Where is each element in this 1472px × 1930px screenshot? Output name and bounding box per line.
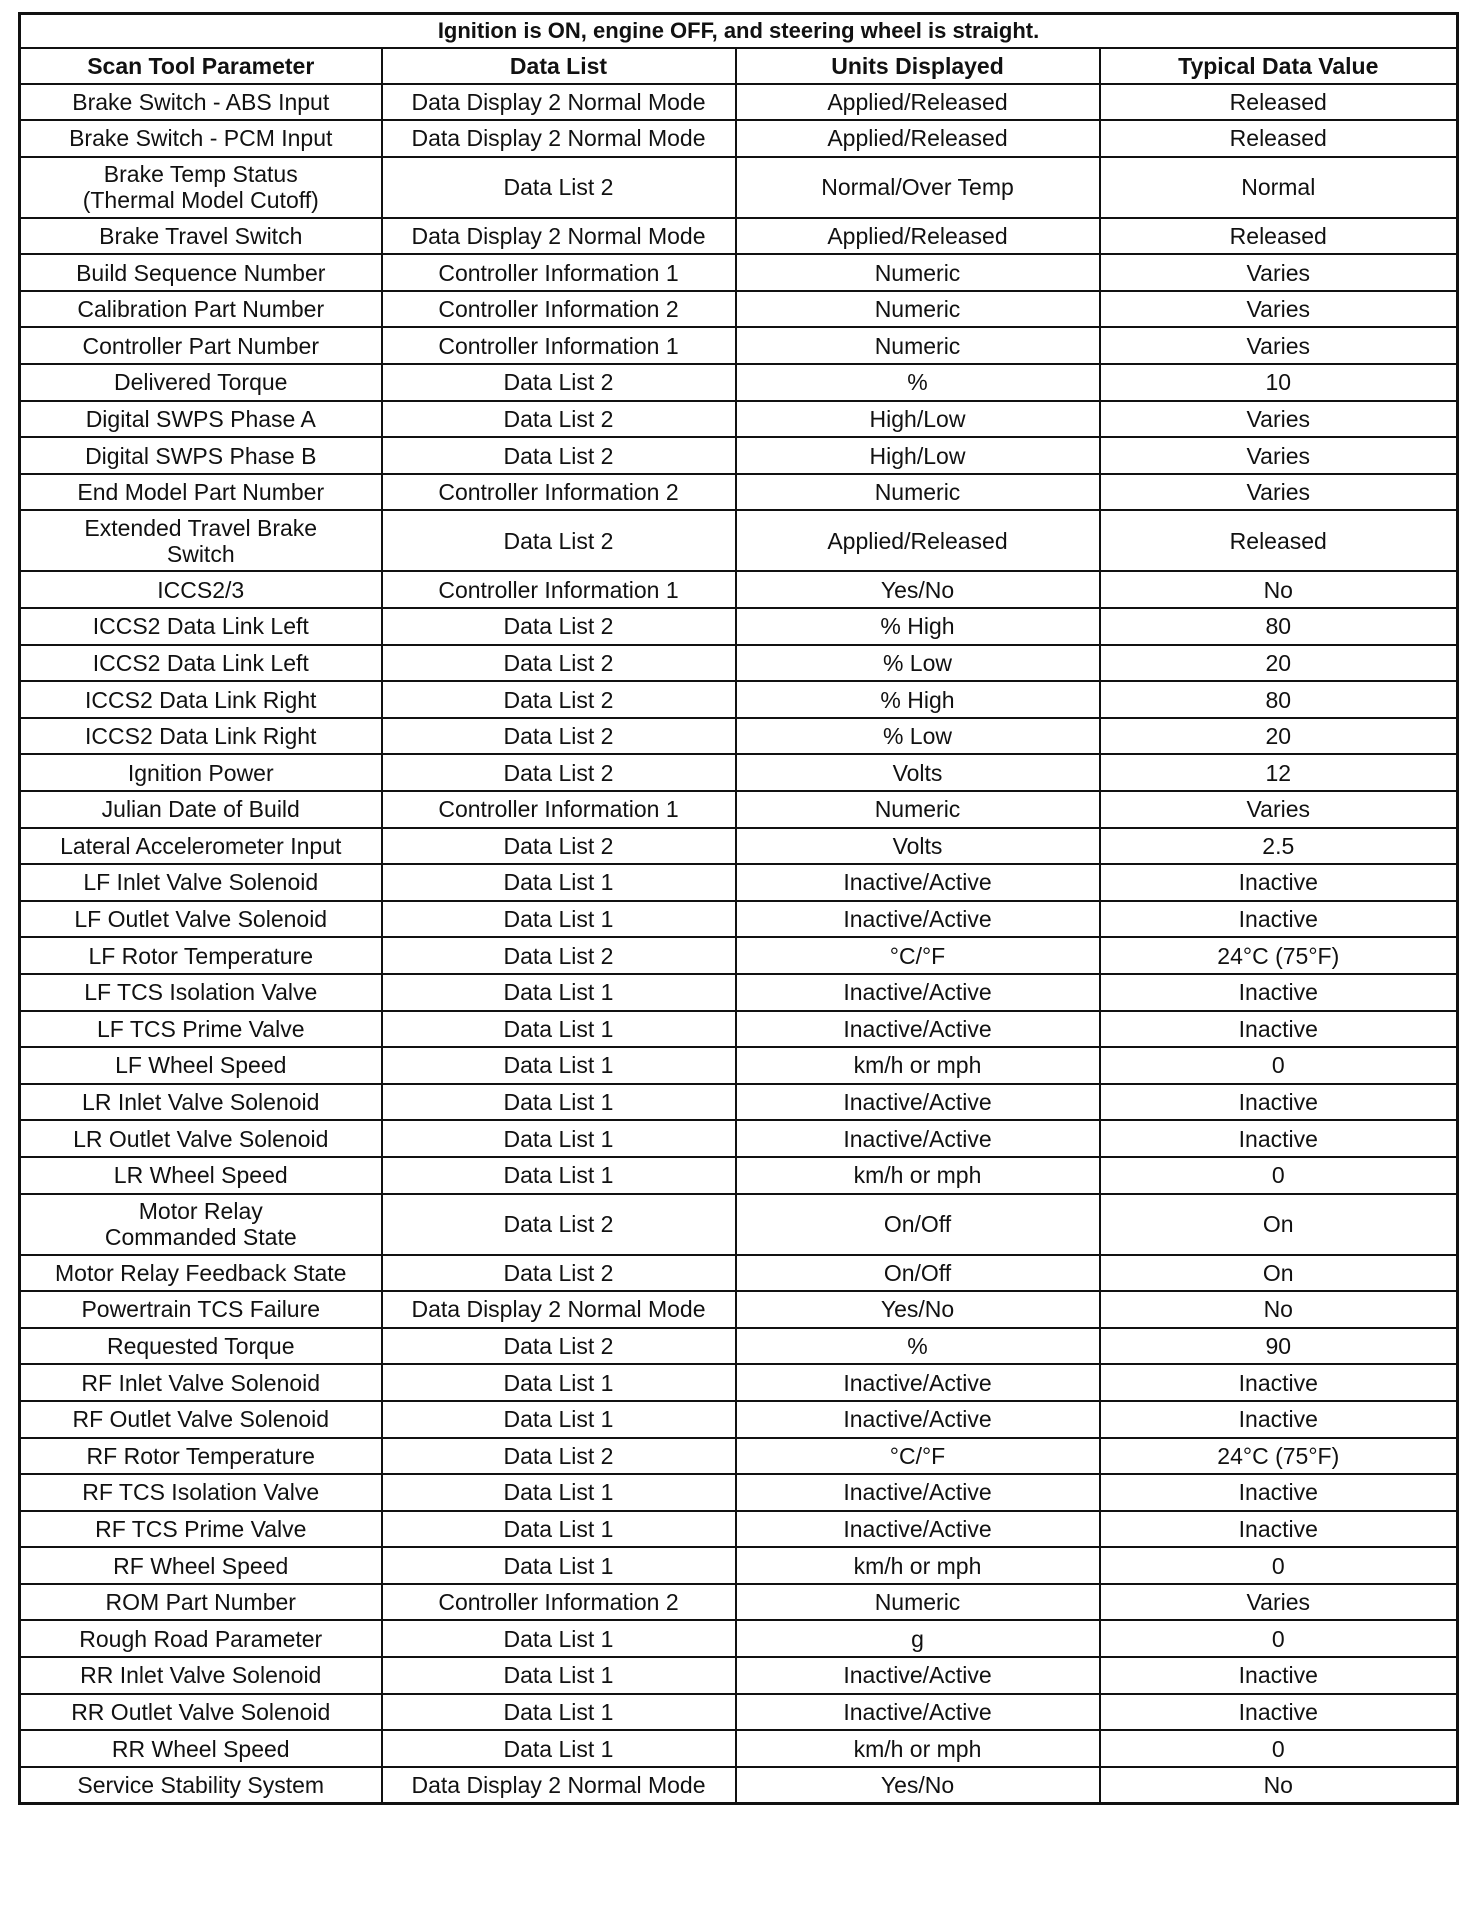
table-row: [20, 327, 1458, 364]
table-row: [20, 864, 1458, 901]
parameter-cell: Motor Relay Feedback State: [20, 1255, 382, 1292]
typical-value-cell: 0: [1100, 1730, 1458, 1767]
data-list-cell: Data List 1: [382, 1730, 736, 1767]
table-row: [20, 974, 1458, 1011]
typical-value-cell: 24°C (75°F): [1100, 937, 1458, 974]
table-row: [20, 437, 1458, 474]
data-list-cell: Data List 1: [382, 1364, 736, 1401]
table-row: [20, 1364, 1458, 1401]
data-list-cell: Data List 2: [382, 645, 736, 682]
typical-value-cell: 20: [1100, 645, 1458, 682]
units-cell: % Low: [736, 645, 1100, 682]
table-row: [20, 791, 1458, 828]
data-list-cell: Data List 2: [382, 1438, 736, 1475]
units-cell: Applied/Released: [736, 218, 1100, 255]
units-cell: Inactive/Active: [736, 974, 1100, 1011]
table-row: [20, 1584, 1458, 1621]
table-row: [20, 1120, 1458, 1157]
typical-value-cell: No: [1100, 571, 1458, 608]
units-cell: °C/°F: [736, 937, 1100, 974]
parameter-cell: ICCS2/3: [20, 571, 382, 608]
table-row: [20, 364, 1458, 401]
typical-value-cell: Released: [1100, 84, 1458, 121]
typical-value-cell: Varies: [1100, 291, 1458, 328]
table-row: [20, 254, 1458, 291]
table-row: [20, 1291, 1458, 1328]
units-cell: % High: [736, 608, 1100, 645]
table-row: [20, 828, 1458, 865]
table-row: [20, 1157, 1458, 1194]
data-list-cell: Data List 1: [382, 1547, 736, 1584]
parameter-cell: Julian Date of Build: [20, 791, 382, 828]
units-cell: Inactive/Active: [736, 1474, 1100, 1511]
data-list-cell: Data List 1: [382, 1474, 736, 1511]
table-row: [20, 608, 1458, 645]
parameter-cell: Digital SWPS Phase A: [20, 401, 382, 438]
typical-value-cell: Released: [1100, 120, 1458, 157]
parameter-cell: Lateral Accelerometer Input: [20, 828, 382, 865]
typical-value-cell: No: [1100, 1767, 1458, 1804]
typical-value-cell: Varies: [1100, 327, 1458, 364]
parameter-cell: RR Inlet Valve Solenoid: [20, 1657, 382, 1694]
data-list-cell: Data Display 2 Normal Mode: [382, 1291, 736, 1328]
table-row: [20, 1657, 1458, 1694]
typical-value-cell: Varies: [1100, 401, 1458, 438]
parameter-cell: LF Outlet Valve Solenoid: [20, 901, 382, 938]
parameter-cell: ICCS2 Data Link Left: [20, 608, 382, 645]
typical-value-cell: Normal: [1100, 157, 1458, 218]
units-cell: Inactive/Active: [736, 1364, 1100, 1401]
typical-value-cell: Inactive: [1100, 1474, 1458, 1511]
table-row: [20, 218, 1458, 255]
table-row: [20, 1767, 1458, 1804]
data-list-cell: Controller Information 2: [382, 1584, 736, 1621]
typical-value-cell: 0: [1100, 1547, 1458, 1584]
units-cell: Numeric: [736, 791, 1100, 828]
data-list-cell: Data List 2: [382, 937, 736, 974]
table-row: [20, 1401, 1458, 1438]
parameter-cell: Rough Road Parameter: [20, 1620, 382, 1657]
parameter-cell: LF Inlet Valve Solenoid: [20, 864, 382, 901]
data-list-cell: Data List 2: [382, 754, 736, 791]
data-list-cell: Data List 1: [382, 1084, 736, 1121]
parameter-cell: RR Wheel Speed: [20, 1730, 382, 1767]
data-list-cell: Data Display 2 Normal Mode: [382, 120, 736, 157]
header-scan-tool-parameter: Scan Tool Parameter: [20, 48, 382, 84]
data-list-cell: Data List 1: [382, 864, 736, 901]
units-cell: Applied/Released: [736, 510, 1100, 571]
parameter-cell: LR Outlet Valve Solenoid: [20, 1120, 382, 1157]
data-list-cell: Data List 2: [382, 718, 736, 755]
header-data-list: Data List: [382, 48, 736, 84]
parameter-cell: ICCS2 Data Link Right: [20, 681, 382, 718]
units-cell: Inactive/Active: [736, 1401, 1100, 1438]
units-cell: On/Off: [736, 1255, 1100, 1292]
typical-value-cell: Released: [1100, 510, 1458, 571]
units-cell: Volts: [736, 754, 1100, 791]
units-cell: Yes/No: [736, 1767, 1100, 1804]
typical-value-cell: 10: [1100, 364, 1458, 401]
table-row: [20, 1011, 1458, 1048]
table-body: [20, 84, 1458, 1804]
units-cell: Inactive/Active: [736, 1011, 1100, 1048]
parameter-cell: Requested Torque: [20, 1328, 382, 1365]
data-list-cell: Data List 1: [382, 1401, 736, 1438]
parameter-cell: Brake Switch - ABS Input: [20, 84, 382, 121]
data-list-cell: Data List 1: [382, 1694, 736, 1731]
table-row: [20, 1730, 1458, 1767]
typical-value-cell: On: [1100, 1255, 1458, 1292]
units-cell: km/h or mph: [736, 1047, 1100, 1084]
parameter-cell: ROM Part Number: [20, 1584, 382, 1621]
data-list-cell: Data List 2: [382, 364, 736, 401]
data-list-cell: Data List 1: [382, 1157, 736, 1194]
data-list-cell: Data Display 2 Normal Mode: [382, 218, 736, 255]
units-cell: % Low: [736, 718, 1100, 755]
data-list-cell: Data List 2: [382, 401, 736, 438]
data-list-cell: Data List 2: [382, 1255, 736, 1292]
units-cell: Inactive/Active: [736, 1120, 1100, 1157]
units-cell: On/Off: [736, 1194, 1100, 1255]
data-list-cell: Controller Information 2: [382, 291, 736, 328]
typical-value-cell: 80: [1100, 681, 1458, 718]
parameter-cell: LF Wheel Speed: [20, 1047, 382, 1084]
typical-value-cell: Inactive: [1100, 901, 1458, 938]
typical-value-cell: Released: [1100, 218, 1458, 255]
caption-row: [20, 14, 1458, 48]
parameter-cell: LF TCS Prime Valve: [20, 1011, 382, 1048]
parameter-cell: Service Stability System: [20, 1767, 382, 1804]
typical-value-cell: Inactive: [1100, 974, 1458, 1011]
units-cell: km/h or mph: [736, 1730, 1100, 1767]
parameter-cell: Brake Temp Status (Thermal Model Cutoff): [20, 157, 382, 218]
typical-value-cell: 24°C (75°F): [1100, 1438, 1458, 1475]
units-cell: Inactive/Active: [736, 864, 1100, 901]
typical-value-cell: Inactive: [1100, 1694, 1458, 1731]
typical-value-cell: Inactive: [1100, 1084, 1458, 1121]
table-row: [20, 718, 1458, 755]
typical-value-cell: 80: [1100, 608, 1458, 645]
header-units-displayed: Units Displayed: [736, 48, 1100, 84]
data-list-cell: Data List 1: [382, 974, 736, 1011]
units-cell: Numeric: [736, 254, 1100, 291]
typical-value-cell: 20: [1100, 718, 1458, 755]
parameter-cell: ICCS2 Data Link Left: [20, 645, 382, 682]
table-row: [20, 84, 1458, 121]
parameter-cell: LF TCS Isolation Valve: [20, 974, 382, 1011]
data-list-cell: Controller Information 1: [382, 327, 736, 364]
table-row: [20, 1511, 1458, 1548]
table-row: [20, 401, 1458, 438]
typical-value-cell: 2.5: [1100, 828, 1458, 865]
parameter-cell: RF Outlet Valve Solenoid: [20, 1401, 382, 1438]
data-list-cell: Data Display 2 Normal Mode: [382, 1767, 736, 1804]
typical-value-cell: Varies: [1100, 791, 1458, 828]
typical-value-cell: 0: [1100, 1157, 1458, 1194]
typical-value-cell: 12: [1100, 754, 1458, 791]
table-row: [20, 1084, 1458, 1121]
data-list-cell: Data List 2: [382, 157, 736, 218]
typical-value-cell: Inactive: [1100, 1011, 1458, 1048]
data-list-cell: Controller Information 2: [382, 474, 736, 511]
parameter-cell: Ignition Power: [20, 754, 382, 791]
table-row: [20, 1047, 1458, 1084]
table-row: [20, 1438, 1458, 1475]
data-list-cell: Data List 1: [382, 901, 736, 938]
data-list-cell: Data List 1: [382, 1120, 736, 1157]
units-cell: High/Low: [736, 437, 1100, 474]
units-cell: Inactive/Active: [736, 1657, 1100, 1694]
units-cell: Yes/No: [736, 1291, 1100, 1328]
typical-value-cell: Varies: [1100, 437, 1458, 474]
parameter-cell: Brake Switch - PCM Input: [20, 120, 382, 157]
scan-tool-data-table: [18, 12, 1459, 1805]
units-cell: Numeric: [736, 1584, 1100, 1621]
typical-value-cell: Varies: [1100, 474, 1458, 511]
typical-value-cell: Varies: [1100, 1584, 1458, 1621]
typical-value-cell: 0: [1100, 1047, 1458, 1084]
units-cell: Applied/Released: [736, 84, 1100, 121]
units-cell: km/h or mph: [736, 1157, 1100, 1194]
units-cell: % High: [736, 681, 1100, 718]
table-row: [20, 510, 1458, 571]
data-list-cell: Data List 2: [382, 1328, 736, 1365]
data-list-cell: Data List 1: [382, 1011, 736, 1048]
typical-value-cell: Inactive: [1100, 1401, 1458, 1438]
parameter-cell: RR Outlet Valve Solenoid: [20, 1694, 382, 1731]
data-list-cell: Controller Information 1: [382, 571, 736, 608]
table-row: [20, 474, 1458, 511]
data-list-cell: Data List 1: [382, 1047, 736, 1084]
table-row: [20, 901, 1458, 938]
table-row: [20, 120, 1458, 157]
parameter-cell: ICCS2 Data Link Right: [20, 718, 382, 755]
table-row: [20, 291, 1458, 328]
table-row: [20, 1194, 1458, 1255]
typical-value-cell: Inactive: [1100, 1657, 1458, 1694]
units-cell: %: [736, 364, 1100, 401]
data-list-cell: Data List 2: [382, 608, 736, 645]
data-list-cell: Controller Information 1: [382, 791, 736, 828]
parameter-cell: RF Wheel Speed: [20, 1547, 382, 1584]
units-cell: Numeric: [736, 474, 1100, 511]
scan-tool-data-sheet: [18, 12, 1456, 1805]
parameter-cell: LR Wheel Speed: [20, 1157, 382, 1194]
parameter-cell: End Model Part Number: [20, 474, 382, 511]
table-row: [20, 1255, 1458, 1292]
data-list-cell: Controller Information 1: [382, 254, 736, 291]
units-cell: Yes/No: [736, 571, 1100, 608]
units-cell: Inactive/Active: [736, 901, 1100, 938]
data-list-cell: Data List 1: [382, 1511, 736, 1548]
table-row: [20, 645, 1458, 682]
units-cell: km/h or mph: [736, 1547, 1100, 1584]
table-row: [20, 1328, 1458, 1365]
parameter-cell: LF Rotor Temperature: [20, 937, 382, 974]
units-cell: g: [736, 1620, 1100, 1657]
table-row: [20, 1474, 1458, 1511]
data-list-cell: Data List 2: [382, 510, 736, 571]
table-row: [20, 571, 1458, 608]
data-list-cell: Data List 1: [382, 1657, 736, 1694]
units-cell: Inactive/Active: [736, 1511, 1100, 1548]
parameter-cell: RF Inlet Valve Solenoid: [20, 1364, 382, 1401]
units-cell: %: [736, 1328, 1100, 1365]
units-cell: High/Low: [736, 401, 1100, 438]
table-caption: Ignition is ON, engine OFF, and steering wheel is straight.: [20, 14, 1458, 48]
parameter-cell: Calibration Part Number: [20, 291, 382, 328]
units-cell: °C/°F: [736, 1438, 1100, 1475]
parameter-cell: RF Rotor Temperature: [20, 1438, 382, 1475]
units-cell: Inactive/Active: [736, 1694, 1100, 1731]
table-row: [20, 754, 1458, 791]
table-row: [20, 1547, 1458, 1584]
parameter-cell: Brake Travel Switch: [20, 218, 382, 255]
typical-value-cell: 90: [1100, 1328, 1458, 1365]
parameter-cell: RF TCS Prime Valve: [20, 1511, 382, 1548]
parameter-cell: Motor Relay Commanded State: [20, 1194, 382, 1255]
parameter-cell: LR Inlet Valve Solenoid: [20, 1084, 382, 1121]
typical-value-cell: Inactive: [1100, 1120, 1458, 1157]
typical-value-cell: 0: [1100, 1620, 1458, 1657]
parameter-cell: Controller Part Number: [20, 327, 382, 364]
parameter-cell: Delivered Torque: [20, 364, 382, 401]
units-cell: Normal/Over Temp: [736, 157, 1100, 218]
data-list-cell: Data List 2: [382, 437, 736, 474]
parameter-cell: Digital SWPS Phase B: [20, 437, 382, 474]
typical-value-cell: No: [1100, 1291, 1458, 1328]
header-typical-data-value: Typical Data Value: [1100, 48, 1458, 84]
data-list-cell: Data List 2: [382, 1194, 736, 1255]
typical-value-cell: On: [1100, 1194, 1458, 1255]
parameter-cell: Build Sequence Number: [20, 254, 382, 291]
units-cell: Numeric: [736, 327, 1100, 364]
data-list-cell: Data List 2: [382, 828, 736, 865]
data-list-cell: Data List 1: [382, 1620, 736, 1657]
parameter-cell: Powertrain TCS Failure: [20, 1291, 382, 1328]
table-row: [20, 1620, 1458, 1657]
header-row: [20, 48, 1458, 84]
typical-value-cell: Inactive: [1100, 1364, 1458, 1401]
typical-value-cell: Inactive: [1100, 1511, 1458, 1548]
table-row: [20, 1694, 1458, 1731]
typical-value-cell: Inactive: [1100, 864, 1458, 901]
table-row: [20, 681, 1458, 718]
units-cell: Inactive/Active: [736, 1084, 1100, 1121]
parameter-cell: RF TCS Isolation Valve: [20, 1474, 382, 1511]
data-list-cell: Data List 2: [382, 681, 736, 718]
table-row: [20, 157, 1458, 218]
table-row: [20, 937, 1458, 974]
data-list-cell: Data Display 2 Normal Mode: [382, 84, 736, 121]
units-cell: Applied/Released: [736, 120, 1100, 157]
units-cell: Numeric: [736, 291, 1100, 328]
parameter-cell: Extended Travel Brake Switch: [20, 510, 382, 571]
units-cell: Volts: [736, 828, 1100, 865]
typical-value-cell: Varies: [1100, 254, 1458, 291]
